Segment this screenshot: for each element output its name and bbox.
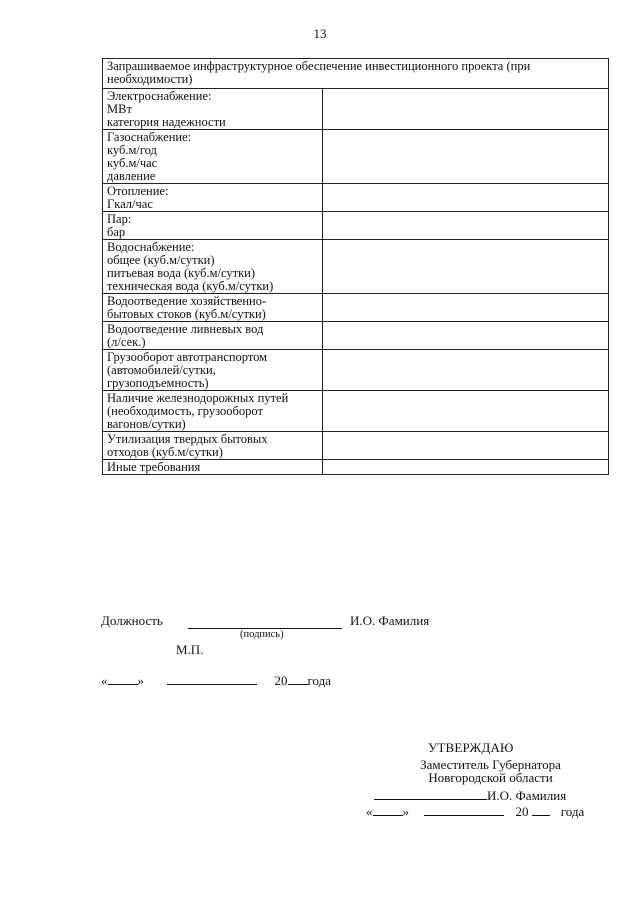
signature-caption: (подпись) [240, 629, 284, 640]
requirement-label-line: куб.м/час [107, 156, 158, 170]
position-label: Должность [101, 613, 163, 628]
requirement-label [103, 350, 323, 391]
requirement-label-line: Грузооборот автотранспортом [107, 350, 268, 364]
table-row [103, 460, 609, 475]
requirement-value[interactable] [323, 240, 609, 294]
requirement-value[interactable] [323, 350, 609, 391]
requirement-label-line: МВт [107, 102, 132, 116]
year-suffix: года [307, 673, 332, 688]
signer-name: И.О. Фамилия [350, 613, 430, 628]
requirement-value[interactable] [323, 432, 609, 460]
requirement-value[interactable] [323, 89, 609, 130]
table-row [103, 432, 609, 460]
requirement-label-line: давление [107, 169, 156, 183]
table-row [103, 391, 609, 432]
requirement-value[interactable] [323, 184, 609, 212]
requirement-label-line: (необходимость, грузооборот [107, 404, 263, 418]
requirement-value[interactable] [323, 212, 609, 240]
requirement-label-line: категория надежности [107, 115, 226, 129]
requirement-label [103, 212, 323, 240]
approval-role-line-1: Заместитель Губернатора [420, 757, 561, 772]
approval-signature-line[interactable] [374, 788, 487, 800]
requirement-value[interactable] [323, 460, 609, 475]
table-row [103, 130, 609, 184]
requirement-label-line: Водоснабжение: [107, 240, 195, 254]
requirement-value[interactable] [323, 130, 609, 184]
requirement-label [103, 391, 323, 432]
signature-line[interactable] [188, 614, 342, 629]
requirement-label [103, 322, 323, 350]
requirement-label [103, 240, 323, 294]
requirement-label-line: (автомобилей/сутки, [107, 363, 216, 377]
requirement-label [103, 294, 323, 322]
requirement-label-line: Водоотведение ливневых вод [107, 322, 264, 336]
requirement-label-line: вагонов/сутки) [107, 417, 186, 431]
requirement-label [103, 184, 323, 212]
requirement-label [103, 89, 323, 130]
table-header-row [103, 59, 609, 89]
requirement-label-line: куб.м/год [107, 143, 157, 157]
requirement-label-line: общее (куб.м/сутки) [107, 253, 215, 267]
requirement-label-line: (л/сек.) [107, 335, 146, 349]
requirement-label-line: Гкал/час [107, 197, 153, 211]
table-row [103, 350, 609, 391]
approval-date-open-quote: « [366, 804, 373, 819]
approval-name: И.О. Фамилия [487, 788, 567, 803]
approval-role-line-2: Новгородской области [428, 770, 553, 785]
month-field[interactable] [167, 673, 257, 685]
requirement-label-line: Утилизация твердых бытовых [107, 432, 268, 446]
page-number: 13 [313, 26, 327, 41]
requirement-value[interactable] [323, 322, 609, 350]
requirement-label [103, 460, 323, 475]
approval-date-close-quote: » [402, 804, 409, 819]
requirement-label-line: Электроснабжение: [107, 89, 212, 103]
year-prefix: 20 [274, 673, 288, 688]
requirement-label-line: питьевая вода (куб.м/сутки) [107, 266, 256, 280]
table-header-cell: Запрашиваемое инфраструктурное обеспечение инвестиционного проекта (при необходимости) [103, 59, 609, 89]
requirement-label-line: Водоотведение хозяйственно- [107, 294, 267, 308]
requirement-label-line: Наличие железнодорожных путей [107, 391, 289, 405]
table-row [103, 212, 609, 240]
requirement-label-line: техническая вода (куб.м/сутки) [107, 279, 274, 293]
infrastructure-table [102, 58, 609, 475]
approval-year-suffix: года [560, 804, 585, 819]
approval-year-prefix: 20 [515, 804, 529, 819]
signature-date [101, 673, 331, 689]
requirement-label-line: отходов (куб.м/сутки) [107, 445, 223, 459]
day-field[interactable] [108, 673, 138, 685]
table-row [103, 184, 609, 212]
approval-month-field[interactable] [424, 804, 504, 816]
approval-year-field[interactable] [532, 804, 550, 816]
requirement-label-line: Пар: [107, 212, 132, 226]
requirement-label-line: Газоснабжение: [107, 130, 192, 144]
requirement-label [103, 130, 323, 184]
requirement-label-line: бар [107, 225, 126, 239]
requirement-label-line: грузоподъемность) [107, 376, 209, 390]
requirement-value[interactable] [323, 294, 609, 322]
seal-mark: М.П. [176, 642, 204, 657]
requirement-label-line: бытовых стоков (куб.м/сутки) [107, 307, 266, 321]
table-row [103, 240, 609, 294]
table-row [103, 89, 609, 130]
date-open-quote: « [101, 673, 108, 688]
date-close-quote: » [137, 673, 144, 688]
approval-day-field[interactable] [373, 804, 403, 816]
year-field[interactable] [288, 673, 308, 685]
table-row [103, 294, 609, 322]
requirement-value[interactable] [323, 391, 609, 432]
approval-title: УТВЕРЖДАЮ [428, 740, 514, 755]
approval-role [398, 758, 583, 784]
requirement-label-line: Отопление: [107, 184, 169, 198]
approval-date [366, 804, 584, 820]
table-row [103, 322, 609, 350]
approval-signature-row [374, 788, 566, 804]
requirement-label-line: Иные требования [107, 460, 201, 474]
requirement-label [103, 432, 323, 460]
